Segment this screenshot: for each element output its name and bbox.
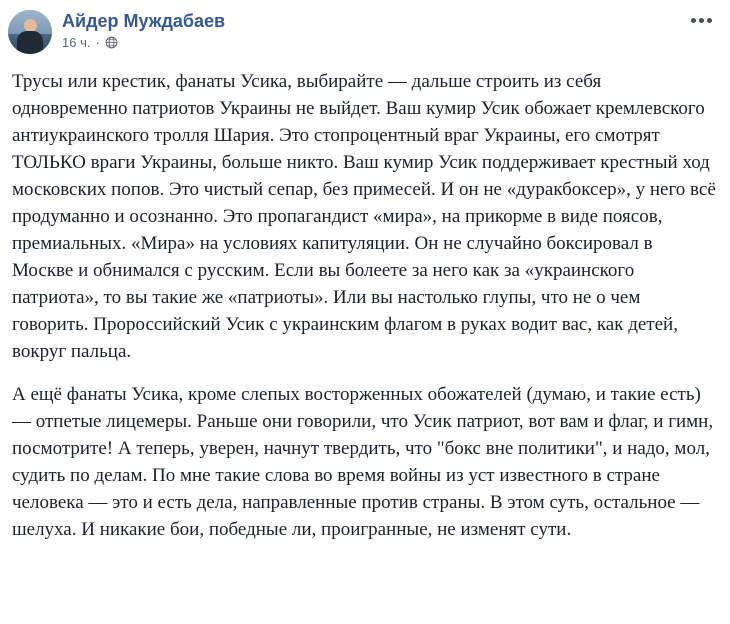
meta-separator: · bbox=[95, 35, 100, 50]
post-meta-row bbox=[62, 35, 225, 50]
avatar[interactable] bbox=[8, 10, 52, 54]
post-paragraph: А ещё фанаты Усика, кроме слепых восторженных обожателей (думаю, и такие есть) — отпетые лицемеры. Раньше они говорили, что Усик патриот, вот вам и флаг, и гимн, посмотрите! А теперь, уверен, начнут твердить, что "бокс вне политики", и надо, мол, судить по делам. По мне такие слова во время войны из уст известного в стране человека — это и есть дела, направленные против страны. В этом суть, остальное — шелуха. И никакие бои, победные ли, проигранные, не изменят сути. bbox=[12, 384, 714, 540]
post-body bbox=[0, 54, 730, 543]
more-dot bbox=[707, 18, 712, 23]
more-dot bbox=[691, 18, 696, 23]
post-header-text bbox=[62, 8, 225, 50]
post-paragraph: Трусы или крестик, фанаты Усика, выбирайте — дальше строить из себя одновременно патриотов Украины не выйдет. Ваш кумир Усик обожает кремлевского антиукраинского тролля Шария. Это стопроцентный враг Украины, его смотрят ТОЛЬКО враги Украины, больше никто. Ваш кумир Усик поддерживает крестный ход московских попов. Это чистый сепар, без примесей. И он не «дуракбоксер», у него всё продуманно и осознанно. Это пропагандист «мира», на прикорме в виде поясов, премиальных. «Мира» на условиях капитуляции. Он не случайно боксировал в Москве и обнимался с русским. Если вы болеете за него как за «украинского патриота», то вы такие же «патриоты». Или вы настолько глупы, что не о чем говорить. Пророссийский Усик с украинским флагом в руках водит вас, как детей, вокруг пальца. bbox=[12, 71, 716, 362]
globe-icon[interactable] bbox=[105, 36, 118, 49]
post-timestamp[interactable]: 16 ч. bbox=[62, 35, 91, 50]
more-dot bbox=[699, 18, 704, 23]
post-author-name[interactable]: Айдер Муждабаев bbox=[62, 11, 226, 31]
avatar-body bbox=[17, 31, 43, 54]
post-header bbox=[0, 0, 730, 54]
more-options-icon[interactable] bbox=[687, 12, 716, 29]
